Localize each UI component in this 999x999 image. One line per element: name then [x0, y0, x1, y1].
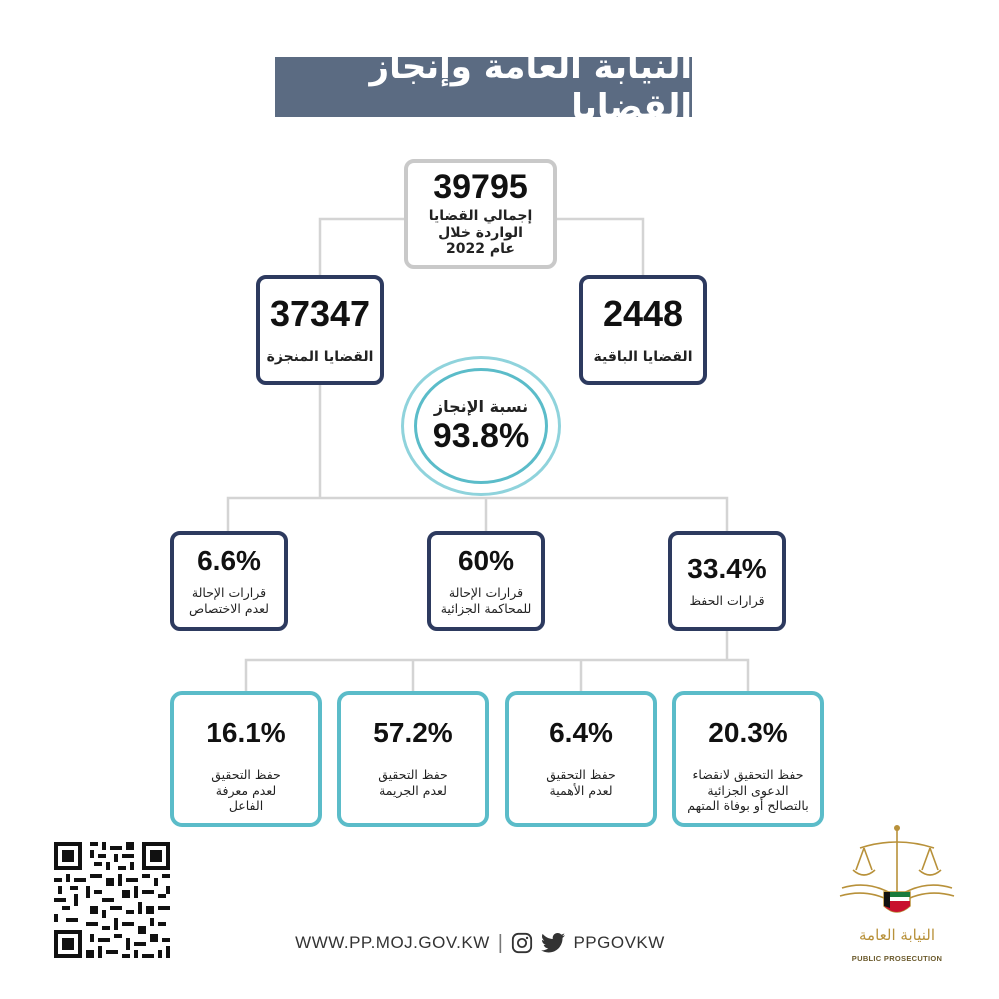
achievement-label: نسبة الإنجاز	[433, 396, 529, 416]
website-link[interactable]: WWW.PP.MOJ.GOV.KW	[295, 933, 490, 952]
logo-arabic-text: النيابة العامة	[859, 926, 935, 944]
decision-value: 60%	[457, 545, 515, 577]
archiving-box-importance	[505, 691, 657, 827]
footer	[290, 930, 670, 956]
decision-label: قرارات الإحالة	[191, 585, 267, 601]
completed-cases-label: القضايا المنجزة	[266, 349, 374, 366]
connector-total-left	[320, 219, 404, 276]
footer-separator: |	[497, 931, 504, 954]
decision-value: 6.6%	[197, 545, 261, 577]
archiving-label: حفظ التحقيق	[378, 767, 448, 782]
decision-label: للمحاكمة الجزائية	[440, 601, 532, 616]
total-cases-box	[404, 159, 557, 269]
total-cases-label-1: إجمالي القضايا	[428, 207, 533, 224]
archiving-box-no-crime	[337, 691, 489, 827]
archiving-label: لعدم الأهمية	[549, 782, 613, 798]
twitter-icon[interactable]	[541, 932, 565, 954]
archiving-box-unknown-perpetrator	[170, 691, 322, 827]
archiving-value: 6.4%	[549, 717, 613, 748]
decision-label: قرارات الإحالة	[448, 585, 524, 601]
logo-english-text: PUBLIC PROSECUTION	[851, 954, 943, 963]
total-cases-label-2: الواردة خلال	[438, 224, 523, 241]
archiving-label: حفظ التحقيق	[211, 767, 281, 782]
archiving-label: لعدم معرفة	[215, 782, 277, 798]
connector-total-right	[557, 219, 643, 276]
social-handle[interactable]: PPGOVKW	[573, 933, 665, 952]
achievement-inner-circle	[414, 368, 548, 484]
archiving-label: حفظ التحقيق	[546, 767, 616, 782]
total-cases-label-3: عام 2022	[446, 241, 515, 258]
decision-box-referral-jurisdiction	[170, 531, 288, 631]
archiving-label: بالتصالح أو بوفاة المتهم	[687, 798, 809, 814]
completed-cases-box	[256, 275, 384, 385]
decision-label: لعدم الاختصاص	[189, 601, 269, 616]
archiving-label: حفظ التحقيق لانقضاء	[692, 767, 804, 782]
achievement-value: 93.8%	[432, 416, 530, 455]
decision-value: 33.4%	[687, 553, 767, 585]
instagram-icon[interactable]	[511, 932, 533, 954]
decision-label: قرارات الحفظ	[689, 593, 765, 609]
remaining-cases-label: القضايا الباقية	[593, 349, 693, 366]
page-title: النيابة العامة وإنجاز القضايا	[275, 57, 692, 117]
qr-code-icon[interactable]	[54, 842, 170, 958]
archiving-label: الفاعل	[228, 798, 264, 814]
archiving-value: 20.3%	[708, 717, 788, 748]
archiving-value: 16.1%	[206, 717, 286, 748]
total-cases-value: 39795	[433, 167, 528, 206]
achievement-circle	[401, 356, 561, 496]
archiving-label: الدعوى الجزائية	[707, 782, 789, 798]
decision-box-hifz	[668, 531, 786, 631]
remaining-cases-value: 2448	[602, 293, 684, 335]
remaining-cases-box	[579, 275, 707, 385]
archiving-value: 57.2%	[373, 717, 453, 748]
connector-decisions-bar	[228, 498, 727, 532]
public-prosecution-logo	[832, 818, 962, 968]
connector-archiving-bar	[246, 660, 748, 692]
completed-cases-value: 37347	[269, 293, 371, 335]
decision-box-referral-court	[427, 531, 545, 631]
archiving-box-expiry	[672, 691, 824, 827]
archiving-label: لعدم الجريمة	[379, 782, 447, 798]
